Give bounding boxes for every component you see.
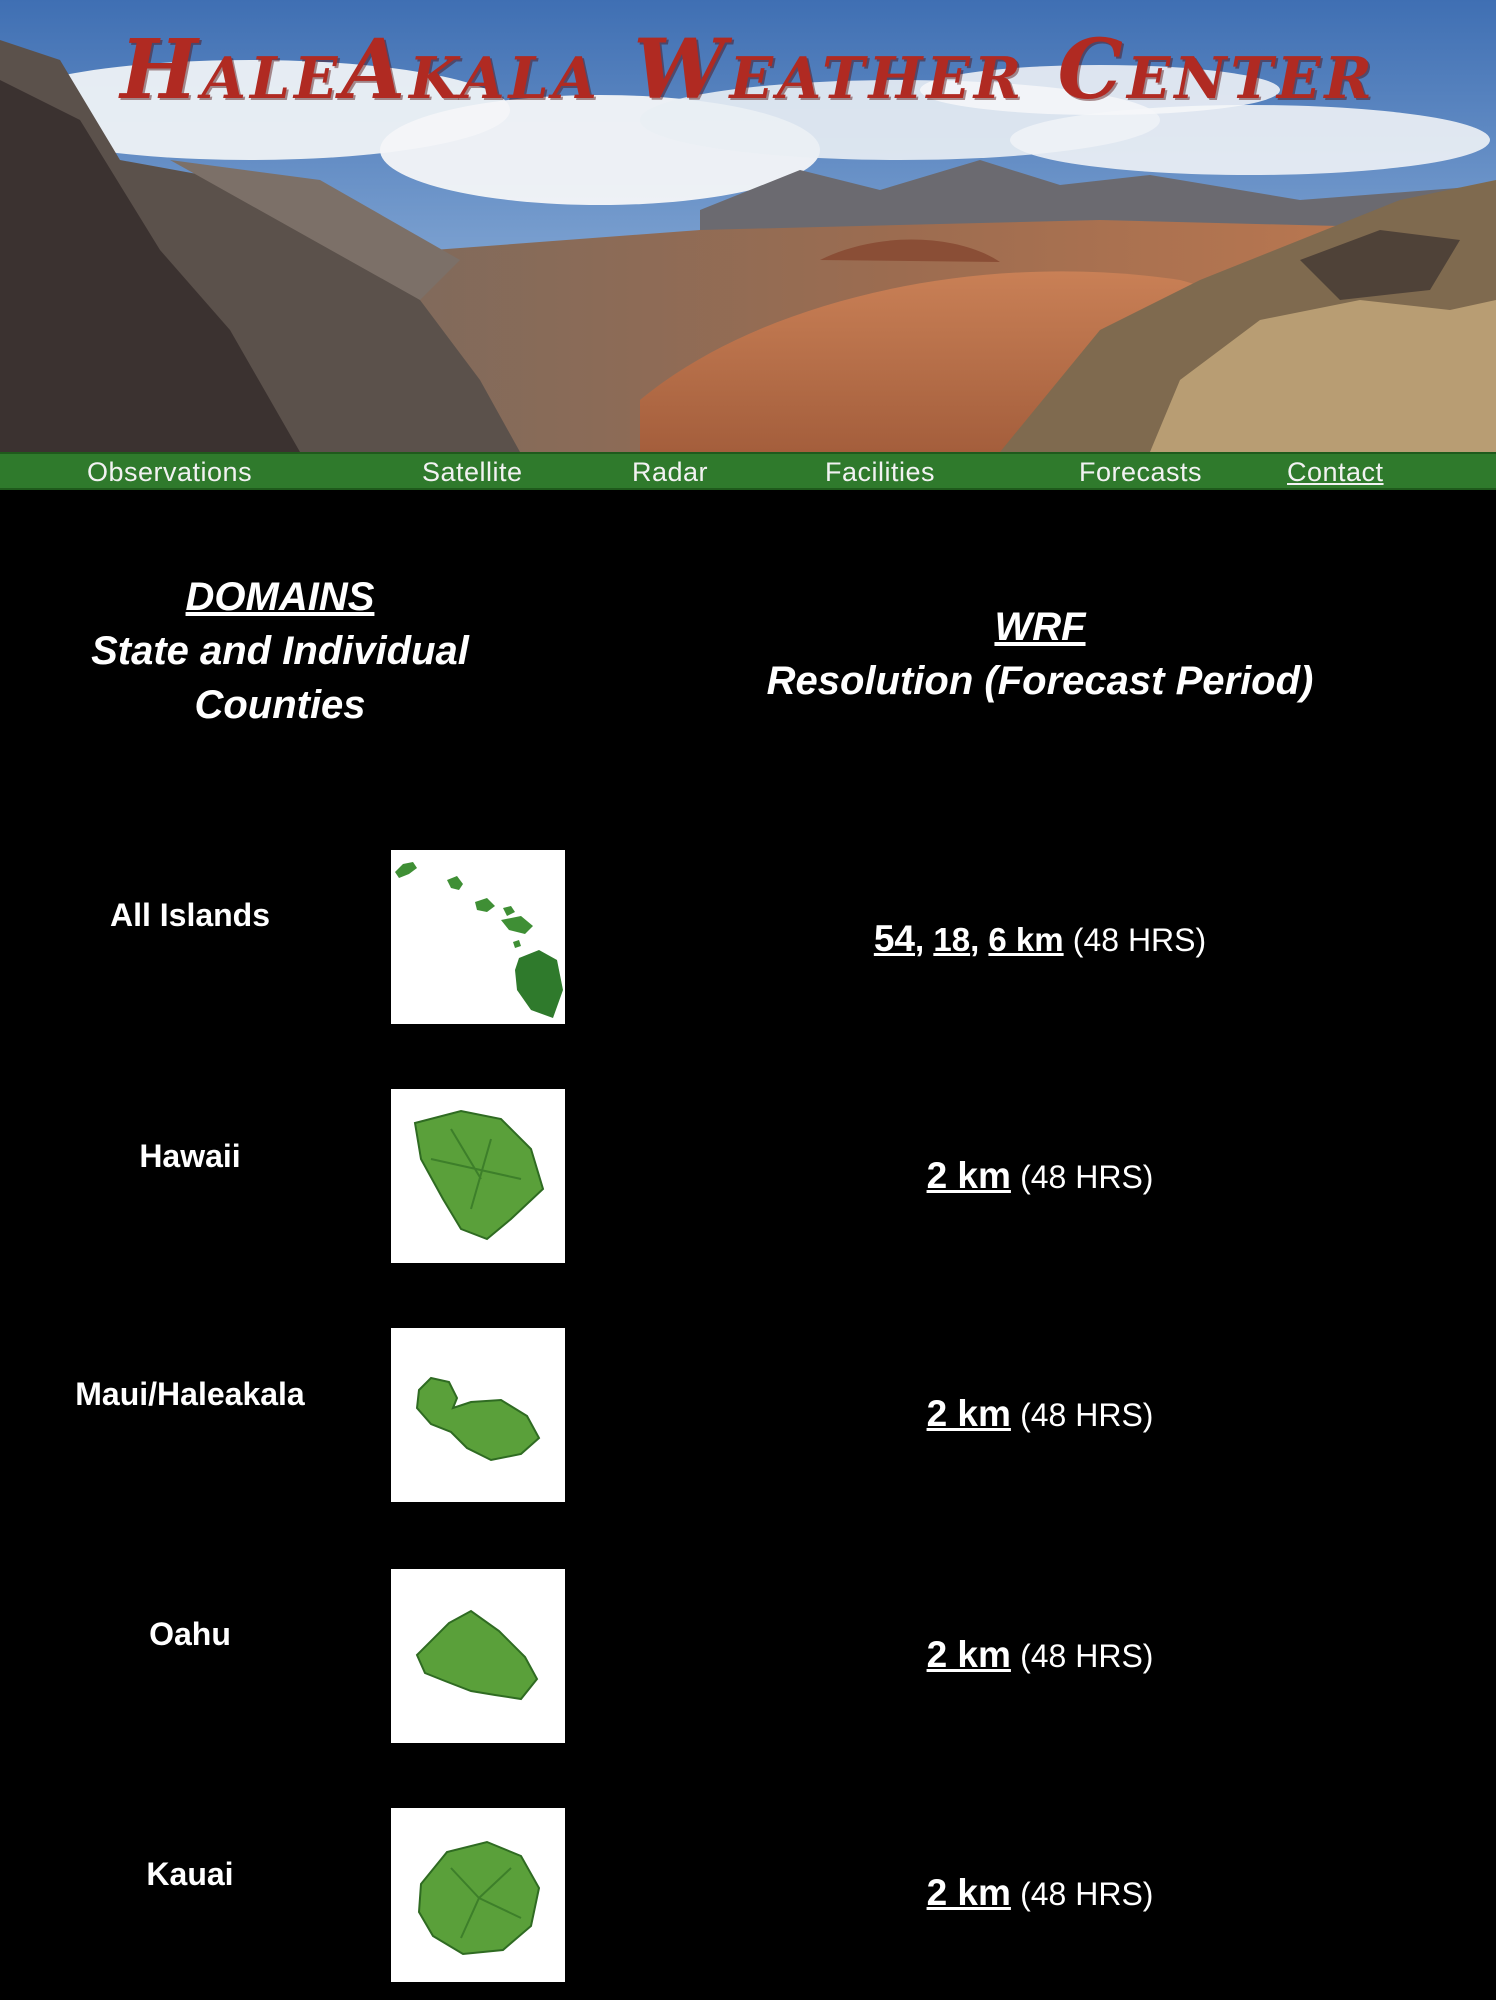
resolution-kauai <box>640 1872 1440 1914</box>
maui-map-thumbnail[interactable] <box>391 1328 565 1502</box>
forecast-period: (48 HRS) <box>1020 1638 1154 1674</box>
forecast-period: (48 HRS) <box>1020 1876 1154 1912</box>
oahu-map-thumbnail[interactable] <box>391 1569 565 1743</box>
comma-separator: , <box>915 921 925 958</box>
hawaii-map-thumbnail[interactable] <box>391 1089 565 1263</box>
main-nav <box>0 452 1496 490</box>
nav-facilities[interactable]: Facilities <box>825 457 936 487</box>
all-islands-map-thumbnail[interactable] <box>391 850 565 1024</box>
oahu-island-icon <box>391 1569 565 1743</box>
domain-label-kauai: Kauai <box>146 1856 234 1892</box>
kauai-island-icon <box>391 1808 565 1982</box>
site-title: HaleAkala Weather Center <box>120 22 1376 118</box>
wrf-2km-hawaii-link[interactable]: 2 km <box>926 1155 1011 1196</box>
nav-observations[interactable]: Observations <box>87 457 253 487</box>
header-banner <box>0 0 1496 452</box>
resolution-maui <box>640 1393 1440 1435</box>
wrf-2km-maui-link[interactable]: 2 km <box>926 1393 1011 1434</box>
domains-header <box>40 570 520 732</box>
wrf-6km-link[interactable]: 6 km <box>988 921 1064 958</box>
wrf-header <box>640 600 1440 708</box>
nav-contact[interactable]: Contact <box>1287 457 1384 487</box>
nav-satellite[interactable]: Satellite <box>422 457 523 487</box>
domain-label-oahu: Oahu <box>149 1616 231 1652</box>
wrf-54km-link[interactable]: 54 <box>873 918 915 959</box>
wrf-title: WRF <box>994 605 1086 649</box>
domain-label-hawaii: Hawaii <box>139 1138 241 1174</box>
nav-radar[interactable]: Radar <box>632 457 709 487</box>
forecast-period: (48 HRS) <box>1020 1397 1154 1433</box>
maui-island-icon <box>391 1328 565 1502</box>
wrf-18km-link[interactable]: 18 <box>933 921 971 958</box>
resolution-all-islands <box>640 918 1440 960</box>
all-islands-map-icon <box>391 850 565 1024</box>
nav-forecasts[interactable]: Forecasts <box>1079 457 1203 487</box>
comma-separator: , <box>970 921 980 958</box>
domain-label-maui-haleakala: Maui/Haleakala <box>75 1376 305 1412</box>
hawaii-island-icon <box>391 1089 565 1263</box>
forecast-period: (48 HRS) <box>1020 1159 1154 1195</box>
domains-subtitle-line1: State and Individual <box>91 629 469 673</box>
domain-label-all-islands: All Islands <box>109 897 271 933</box>
wrf-2km-kauai-link[interactable]: 2 km <box>926 1872 1011 1913</box>
resolution-oahu <box>640 1634 1440 1676</box>
wrf-2km-oahu-link[interactable]: 2 km <box>926 1634 1011 1675</box>
resolution-hawaii <box>640 1155 1440 1197</box>
wrf-subtitle: Resolution (Forecast Period) <box>766 659 1314 703</box>
domains-title: DOMAINS <box>185 575 375 619</box>
domains-subtitle-line2: Counties <box>194 683 366 727</box>
forecast-period: (48 HRS) <box>1072 922 1207 958</box>
kauai-map-thumbnail[interactable] <box>391 1808 565 1982</box>
